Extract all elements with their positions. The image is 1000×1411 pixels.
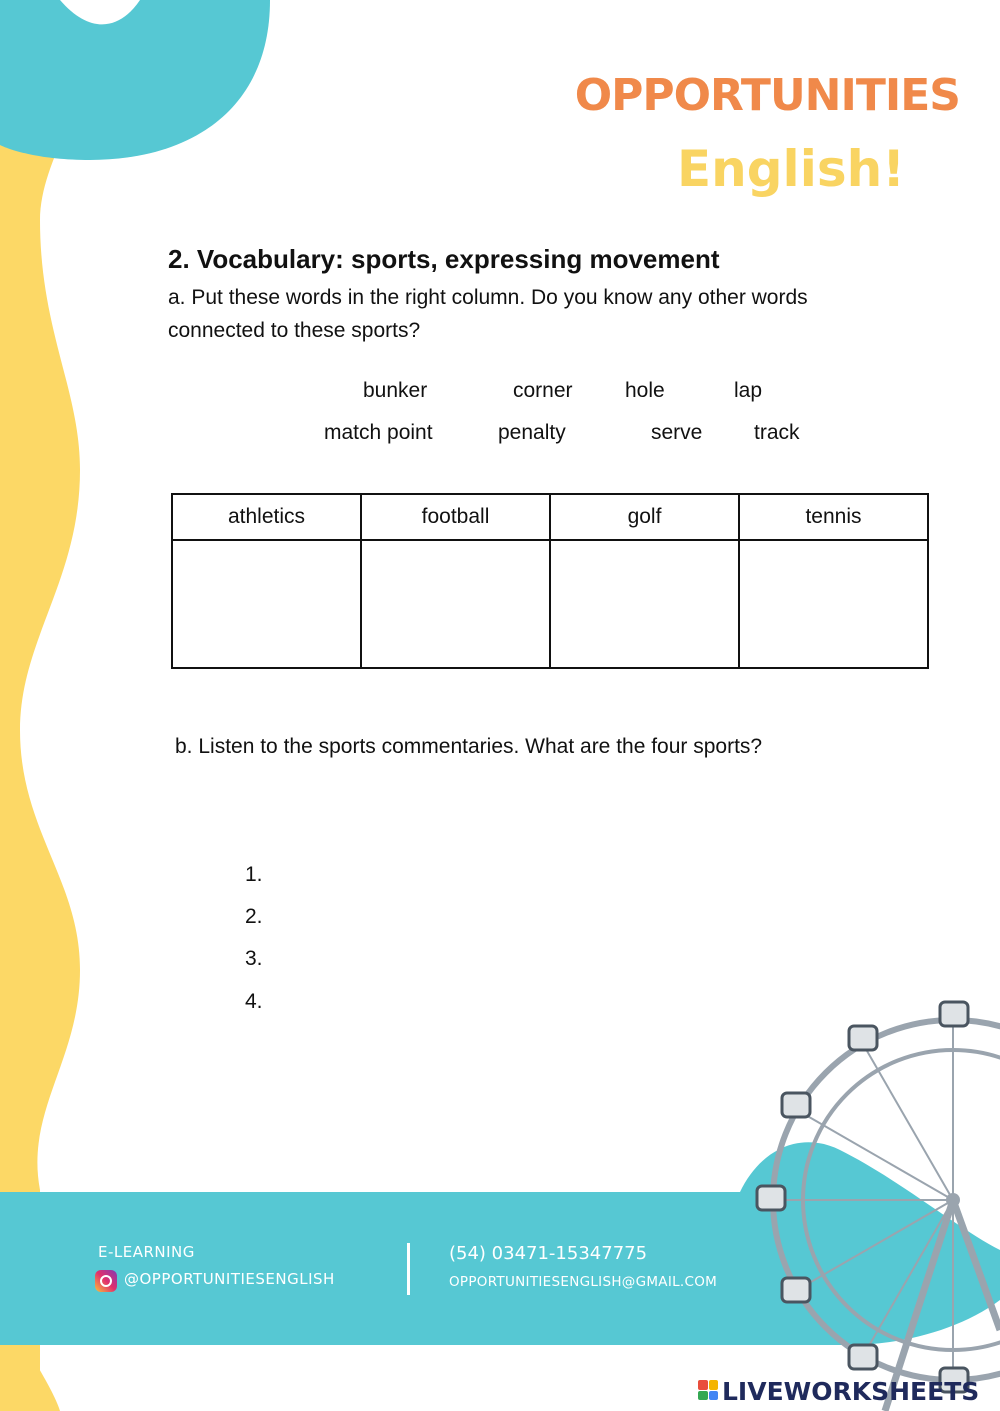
word-bank-item[interactable]: penalty [498,421,566,444]
brand-subtitle: English! [677,140,905,198]
brand-title: OPPORTUNITIES [574,70,960,121]
drop-zone-athletics[interactable] [172,540,361,668]
column-header-tennis: tennis [739,494,928,540]
answer-number: 2. [245,905,263,928]
drop-zone-golf[interactable] [550,540,739,668]
footer-elearning: E-LEARNING [98,1243,195,1261]
liveworksheets-logo-icon [698,1380,718,1400]
word-bank-item[interactable]: match point [324,421,433,444]
column-header-golf: golf [550,494,739,540]
answer-number: 4. [245,990,263,1013]
footer-divider [407,1243,410,1295]
word-bank-item[interactable]: corner [513,379,573,402]
column-header-athletics: athletics [172,494,361,540]
table-header-row [172,494,928,540]
liveworksheets-watermark: LIVEWORKSHEETS [722,1377,980,1406]
word-bank-item[interactable]: bunker [363,379,428,402]
word-bank-item[interactable]: serve [651,421,703,444]
instruction-text: a. Put these words in the right column. Do you know any other words connected to these sports? [168,286,808,342]
sports-table [171,493,929,669]
column-header-football: football [361,494,550,540]
word-bank-item[interactable]: hole [625,379,665,402]
table-answer-row [172,540,928,668]
drop-zone-tennis[interactable] [739,540,928,668]
listen-instruction: b. Listen to the sports commentaries. What are the four sports? [175,735,763,758]
answer-number: 3. [245,947,263,970]
answer-number: 1. [245,863,263,886]
instagram-icon [95,1270,117,1292]
footer-instagram-handle[interactable]: @OPPORTUNITIESENGLISH [124,1270,335,1288]
word-bank-item[interactable]: lap [734,379,763,402]
footer-phone: (54) 03471-15347775 [449,1243,648,1264]
footer-email[interactable]: OPPORTUNITIESENGLISH@GMAIL.COM [449,1274,718,1290]
section-heading: 2. Vocabulary: sports, expressing movement [168,244,720,274]
word-bank-item[interactable]: track [754,421,800,444]
drop-zone-football[interactable] [361,540,550,668]
